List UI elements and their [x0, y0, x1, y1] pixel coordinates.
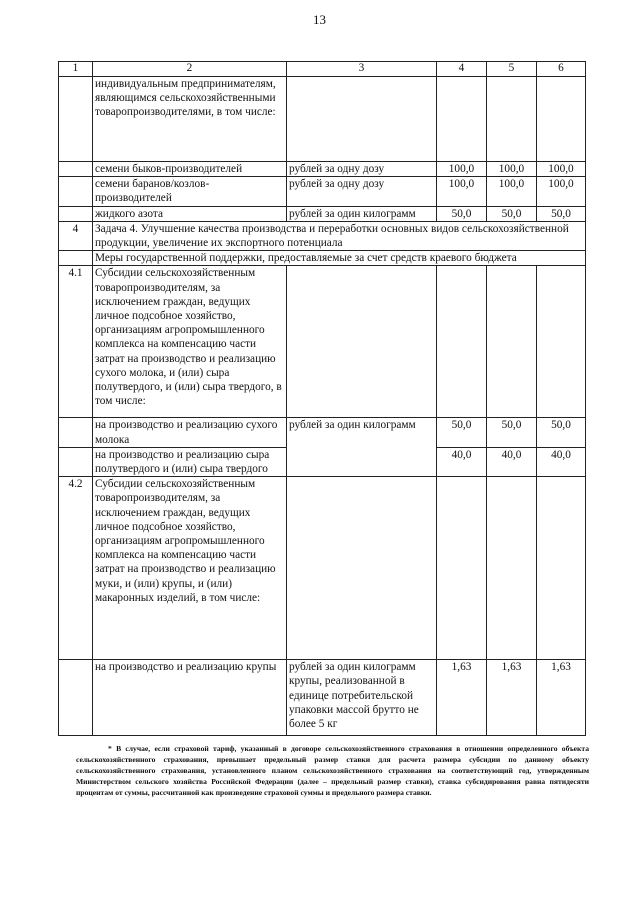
- value-cell: [537, 77, 586, 162]
- table-row: [59, 266, 586, 418]
- row-number-cell: 4.1: [59, 266, 93, 418]
- description-cell: семени быков-производителей: [93, 162, 287, 177]
- unit-cell: рублей за одну дозу: [287, 162, 437, 177]
- value-cell: 40,0: [537, 447, 586, 476]
- value-cell: [437, 477, 487, 660]
- value-cell: 100,0: [437, 162, 487, 177]
- row-number-cell: [59, 251, 93, 266]
- value-cell: 50,0: [487, 418, 537, 447]
- table-row: [59, 206, 586, 221]
- column-header: 2: [93, 62, 287, 77]
- description-cell: на производство и реализацию сухого молока: [93, 418, 287, 447]
- value-cell: 100,0: [487, 177, 537, 206]
- footnote: * В случае, если страховой тариф, указанный в договоре сельскохозяйственного страхования в отношении определенного объекта сельскохозяйственного страхования, превышает предельный размер ставки для расчета размера субсидии по данному объекту сельскохозяйственного страхования, установленного планом сельскохозяйственного страхования на соответствующий год, утвержденным Министерством сельского хозяйства Российской Федерации (далее – предельный размер ставки), ставка субсидирования равна пятидесяти процентам от суммы, рассчитанной как произведение страховой суммы и предельного размера ставки.: [76, 744, 589, 797]
- row-number-cell: 4: [59, 221, 93, 250]
- value-cell: [537, 477, 586, 660]
- description-cell: семени баранов/козлов-производителей: [93, 177, 287, 206]
- page-number: 13: [313, 12, 326, 27]
- value-cell: 100,0: [487, 162, 537, 177]
- description-cell: на производство и реализацию сыра полутвердого и (или) сыра твердого: [93, 447, 287, 476]
- row-number-cell: [59, 660, 93, 736]
- unit-cell: рублей за один килограмм: [287, 418, 437, 477]
- table-row: [59, 177, 586, 206]
- table-row: [59, 77, 586, 162]
- row-number-cell: [59, 177, 93, 206]
- section-row: [59, 221, 586, 250]
- value-cell: 100,0: [437, 177, 487, 206]
- value-cell: 100,0: [537, 177, 586, 206]
- unit-cell: рублей за один килограмм: [287, 206, 437, 221]
- row-number-cell: [59, 447, 93, 476]
- unit-cell: рублей за один килограмм крупы, реализованной в единице потребительской упаковки массой брутто не более 5 кг: [287, 660, 437, 736]
- column-header: 4: [437, 62, 487, 77]
- row-number-cell: [59, 162, 93, 177]
- column-header: 6: [537, 62, 586, 77]
- value-cell: 50,0: [537, 418, 586, 447]
- value-cell: 1,63: [537, 660, 586, 736]
- section-subheading: Меры государственной поддержки, предоставляемые за счет средств краевого бюджета: [93, 251, 586, 266]
- value-cell: [487, 477, 537, 660]
- description-cell: Субсидии сельскохозяйственным товаропроизводителям, за исключением граждан, ведущих личное подсобное хозяйство, организациям агропромышленного комплекса на компенсацию части затрат на производство и реализацию муки, и (или) крупы, и (или) макаронных изделий, в том числе:: [93, 477, 287, 660]
- section-row: [59, 251, 586, 266]
- row-number-cell: 4.2: [59, 477, 93, 660]
- value-cell: 1,63: [487, 660, 537, 736]
- column-header: 3: [287, 62, 437, 77]
- value-cell: 40,0: [437, 447, 487, 476]
- description-cell: индивидуальным предпринимателям, являющимся сельскохозяйственными товаропроизводителями, в том числе:: [93, 77, 287, 162]
- value-cell: [487, 77, 537, 162]
- value-cell: 40,0: [487, 447, 537, 476]
- unit-cell: [287, 266, 437, 418]
- table-row: [59, 477, 586, 660]
- table-row: [59, 162, 586, 177]
- value-cell: [487, 266, 537, 418]
- unit-cell: [287, 77, 437, 162]
- table-row: [59, 660, 586, 736]
- value-cell: 100,0: [537, 162, 586, 177]
- unit-cell: рублей за одну дозу: [287, 177, 437, 206]
- value-cell: [537, 266, 586, 418]
- value-cell: 50,0: [487, 206, 537, 221]
- row-number-cell: [59, 418, 93, 447]
- description-cell: Субсидии сельскохозяйственным товаропроизводителям, за исключением граждан, ведущих личное подсобное хозяйство, организациям агропромышленного комплекса на компенсацию части затрат на производство и реализацию сухого молока, и (или) сыра полутвердого, и (или) сыра твердого, в том числе:: [93, 266, 287, 418]
- row-number-cell: [59, 206, 93, 221]
- value-cell: 50,0: [537, 206, 586, 221]
- section-heading: Задача 4. Улучшение качества производства и переработки основных видов сельскохозяйственной продукции, увеличение их экспортного потенциала: [93, 221, 586, 250]
- value-cell: 50,0: [437, 418, 487, 447]
- description-cell: жидкого азота: [93, 206, 287, 221]
- unit-cell: [287, 477, 437, 660]
- value-cell: 1,63: [437, 660, 487, 736]
- value-cell: 50,0: [437, 206, 487, 221]
- value-cell: [437, 266, 487, 418]
- value-cell: [437, 77, 487, 162]
- column-header: 1: [59, 62, 93, 77]
- subsidy-rates-table: [58, 61, 586, 736]
- column-header: 5: [487, 62, 537, 77]
- row-number-cell: [59, 77, 93, 162]
- table-header-row: [59, 62, 586, 77]
- table-row: [59, 418, 586, 447]
- description-cell: на производство и реализацию крупы: [93, 660, 287, 736]
